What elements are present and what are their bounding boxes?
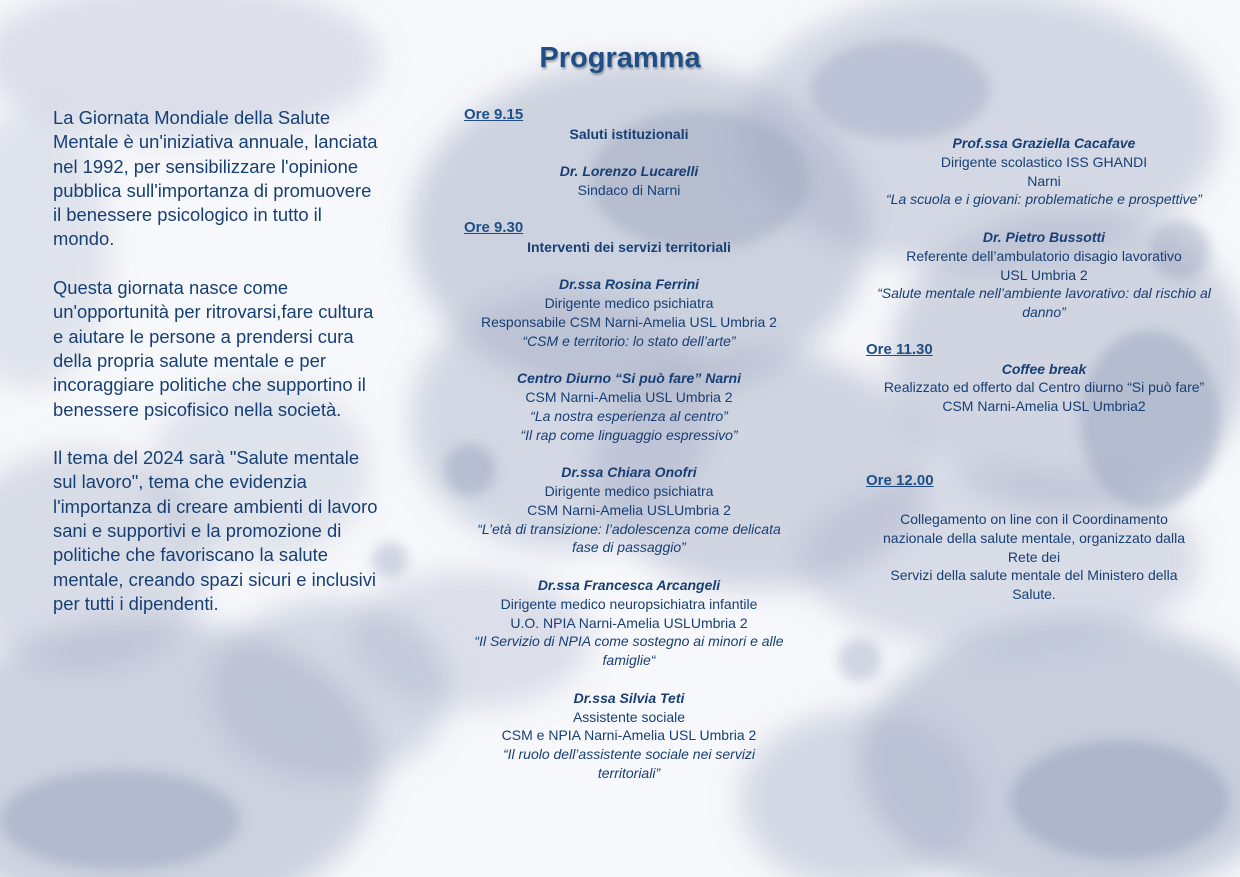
coffee-line-1: Realizzato ed offerto dal Centro diurno “Si può fare”: [883, 379, 1205, 396]
time-915: Ore 9.15: [464, 106, 524, 123]
talk-arcangeli-2: famiglie“: [602, 652, 656, 669]
speaker-arcangeli: Dr.ssa Francesca Arcangeli: [537, 576, 721, 593]
coffee-line-2: CSM Narni-Amelia USL Umbria2: [942, 398, 1146, 415]
role-onofri: Dirigente medico psichiatra: [544, 482, 714, 499]
speaker-onofri: Dr.ssa Chiara Onofri: [561, 464, 697, 481]
heading-coffee-break: Coffee break: [1001, 360, 1087, 377]
talk-cacafave: “La scuola e i giovani: problematiche e prospettive”: [886, 191, 1202, 208]
org-ferrini: Responsabile CSM Narni-Amelia USL Umbria 2: [481, 313, 777, 330]
time-1130: Ore 11.30: [866, 340, 933, 358]
org-centro-diurno: CSM Narni-Amelia USL Umbria 2: [525, 388, 733, 405]
speaker-centro-diurno: Centro Diurno “Si può fare” Narni: [516, 370, 741, 387]
talk-centro-1: “La nostra esperienza al centro”: [530, 407, 728, 424]
speaker-teti: Dr.ssa Silvia Teti: [573, 689, 685, 706]
org-onofri: CSM Narni-Amelia USLUmbria 2: [527, 501, 731, 518]
role-ferrini: Dirigente medico psichiatra: [544, 294, 714, 311]
collegamento-block: [866, 510, 1202, 604]
program-right-column: [866, 134, 1222, 604]
intro-paragraph-3: Il tema del 2024 sarà "Salute mentale sul lavoro", tema che evidenzia l'importanza di creare ambienti di lavoro sani e supportivi e la promozione di politiche che favoriscano la salute mentale, creando spazi sicuri e inclusivi per tutti i dipendenti.: [53, 447, 378, 614]
collegamento-line-4: Servizi della salute mentale del Ministero della: [890, 567, 1178, 584]
speaker-bussotti: Dr. Pietro Bussotti: [982, 228, 1106, 245]
collegamento-line-5: Salute.: [1012, 586, 1056, 603]
collegamento-line-1: Collegamento on line con il Coordinamento: [900, 510, 1168, 527]
collegamento-line-2: nazionale della salute mentale, organizzato dalla: [883, 529, 1185, 546]
intro-paragraph-1: La Giornata Mondiale della Salute Mentale è un'iniziativa annuale, lanciata nel 1992, per sensibilizzare l'opinione pubblica sull'importanza di promuovere il benessere psicologico in tutto il mondo.: [53, 107, 378, 250]
role-cacafave: Dirigente scolastico ISS GHANDI: [940, 153, 1148, 170]
role-bussotti: Referente dell’ambulatorio disagio lavorativo: [906, 247, 1182, 264]
speaker-cacafave: Prof.ssa Graziella Cacafave: [952, 135, 1136, 151]
talk-bussotti-2: danno”: [1022, 304, 1066, 321]
speaker-ferrini: Dr.ssa Rosina Ferrini: [558, 276, 700, 293]
intro-paragraph-2: Questa giornata nasce come un'opportunità per ritrovarsi,fare cultura e aiutare le persone a prendersi cura della propria salute mentale e per incoraggiare politiche che supportino il benessere psicofisico nella società.: [53, 277, 374, 420]
time-1200: Ore 12.00: [866, 472, 934, 490]
heading-saluti: Saluti istituzionali: [569, 125, 689, 142]
speaker-lucarelli: Dr. Lorenzo Lucarelli: [559, 163, 699, 180]
time-930: Ore 9.30: [464, 218, 524, 236]
role-lucarelli: Sindaco di Narni: [577, 182, 681, 199]
place-cacafave: Narni: [1027, 172, 1061, 189]
talk-onofri-2: fase di passaggio”: [572, 539, 686, 556]
collegamento-line-3: Rete dei: [1007, 548, 1061, 565]
talk-centro-2: “Il rap come linguaggio espressivo”: [520, 426, 738, 443]
role-teti: Assistente sociale: [572, 708, 686, 725]
org-arcangeli: U.O. NPIA Narni-Amelia USLUmbria 2: [510, 614, 748, 631]
talk-ferrini: “CSM e territorio: lo stato dell’arte”: [522, 332, 736, 349]
talk-onofri-1: “L’età di transizione: l’adolescenza come delicata: [477, 520, 781, 537]
intro-text: [53, 106, 383, 616]
org-bussotti: USL Umbria 2: [1000, 266, 1088, 283]
talk-teti-2: territoriali”: [597, 764, 661, 781]
talk-arcangeli-1: “Il Servizio di NPIA come sostegno ai minori e alle: [474, 633, 784, 650]
page-title: Programma: [539, 42, 701, 74]
org-teti: CSM e NPIA Narni-Amelia USL Umbria 2: [501, 727, 757, 744]
program-middle-column: [464, 106, 794, 783]
role-arcangeli: Dirigente medico neuropsichiatra infantile: [500, 595, 758, 612]
talk-teti-1: “Il ruolo dell’assistente sociale nei servizi: [502, 746, 756, 763]
heading-interventi: Interventi dei servizi territoriali: [527, 238, 731, 255]
talk-bussotti-1: “Salute mentale nell’ambiente lavorativo: dal rischio al: [877, 285, 1211, 302]
